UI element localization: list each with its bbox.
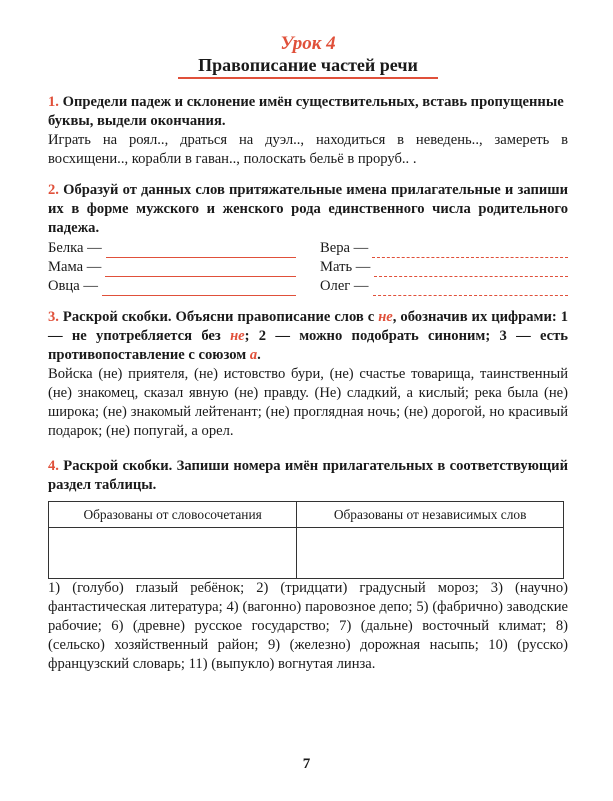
task-2-right-column bbox=[320, 239, 568, 296]
answer-line[interactable] bbox=[105, 263, 296, 277]
task-4 bbox=[48, 457, 568, 674]
page-title: Правописание частей речи bbox=[178, 54, 438, 79]
task-3-instruction bbox=[48, 308, 568, 365]
table-row bbox=[49, 528, 564, 579]
task-1-instruction-text: Определи падеж и склонение имён существительных, вставь пропущенные буквы, выдели окончания. bbox=[48, 94, 564, 129]
task-3-instruction-part: , обозначив их цифрами: 1 — не употребляется без bbox=[48, 309, 568, 344]
answer-table bbox=[48, 501, 564, 579]
particle-ne: не bbox=[378, 309, 393, 325]
task-4-instruction-text: Раскрой скобки. Запиши номера имён прилагательных в соответствующий раздел таблицы. bbox=[48, 458, 569, 493]
task-3-instruction-part: ; 2 — можно подобрать синоним; 3 — есть противопоставление с союзом bbox=[48, 328, 568, 363]
fill-word: Мама — bbox=[48, 259, 102, 275]
task-2-number: 2. bbox=[48, 182, 59, 198]
table-answer-cell[interactable] bbox=[297, 528, 564, 579]
lesson-label: Урок 4 bbox=[280, 33, 336, 54]
fill-word: Мать — bbox=[320, 259, 371, 275]
task-2-instruction bbox=[48, 181, 568, 238]
fill-row bbox=[48, 258, 296, 277]
answer-line[interactable] bbox=[106, 244, 296, 258]
conjunction-a: а bbox=[249, 347, 258, 363]
answer-line[interactable] bbox=[372, 244, 568, 258]
fill-row bbox=[48, 239, 296, 258]
page bbox=[48, 34, 568, 674]
table-answer-cell[interactable] bbox=[49, 528, 297, 579]
task-3-number: 3. bbox=[48, 309, 59, 325]
task-1 bbox=[48, 93, 568, 169]
answer-line[interactable] bbox=[102, 282, 296, 296]
fill-row bbox=[320, 277, 568, 296]
answer-line[interactable] bbox=[373, 282, 568, 296]
table-header: Образованы от словосочетания bbox=[49, 502, 297, 528]
fill-row bbox=[320, 258, 568, 277]
fill-word: Вера — bbox=[320, 240, 369, 256]
task-1-text: Играть на роял.., драться на дуэл.., находиться в неведень.., замереть в восхищени.., корабли в гаван.., полоскать бельё в проруб.. . bbox=[48, 132, 568, 167]
task-2-left-column bbox=[48, 239, 296, 296]
task-3-text: Войска (не) приятеля, (не) истовство бури, (не) счастье товарища, таинственный (не) знакомец, сказал явную (не) правду. (Не) сладкий, а кислый; река была (не) широка; (не) знакомый лейтенант; (не) проглядная ночь; (не) дорогой, но красивый подарок; (не) попугай, а орел. bbox=[48, 366, 568, 439]
fill-word: Олег — bbox=[320, 278, 369, 294]
task-4-number: 4. bbox=[48, 458, 59, 474]
task-2-fill-grid bbox=[48, 239, 568, 296]
task-2-instruction-text: Образуй от данных слов притяжательные имена прилагательные и запиши их в форме мужского и женского рода единственного числа родительного падежа. bbox=[48, 182, 568, 236]
task-3-instruction-part: . bbox=[257, 347, 261, 363]
page-number: 7 bbox=[302, 756, 311, 772]
fill-row bbox=[320, 239, 568, 258]
task-3-instruction-part: Раскрой скобки. Объясни правописание слов с bbox=[62, 309, 379, 325]
task-1-instruction bbox=[48, 93, 568, 131]
fill-row bbox=[48, 277, 296, 296]
task-3 bbox=[48, 308, 568, 441]
task-2 bbox=[48, 181, 568, 296]
particle-ne: не bbox=[230, 328, 245, 344]
task-4-text: 1) (голубо) глазый ребёнок; 2) (тридцати) градусный мороз; 3) (научно) фантастическая литература; 4) (вагонно) паровозное депо; 5) (фабрично) заводские рабочие; 6) (древне) русское государство; 7) (дальне) восточный климат; 8) (сельско) хозяйственный район; 9) (железно) дорожная насыпь; 10) (русско) французский словарь; 11) (выпукло) вогнутая линза. bbox=[48, 580, 568, 672]
fill-word: Овца — bbox=[48, 278, 98, 294]
task-4-instruction bbox=[48, 457, 568, 495]
table-header: Образованы от независимых слов bbox=[297, 502, 564, 528]
task-1-number: 1. bbox=[48, 94, 59, 110]
answer-line[interactable] bbox=[374, 263, 568, 277]
fill-word: Белка — bbox=[48, 240, 102, 256]
table-header-row bbox=[49, 502, 564, 528]
title-wrap bbox=[48, 54, 568, 79]
